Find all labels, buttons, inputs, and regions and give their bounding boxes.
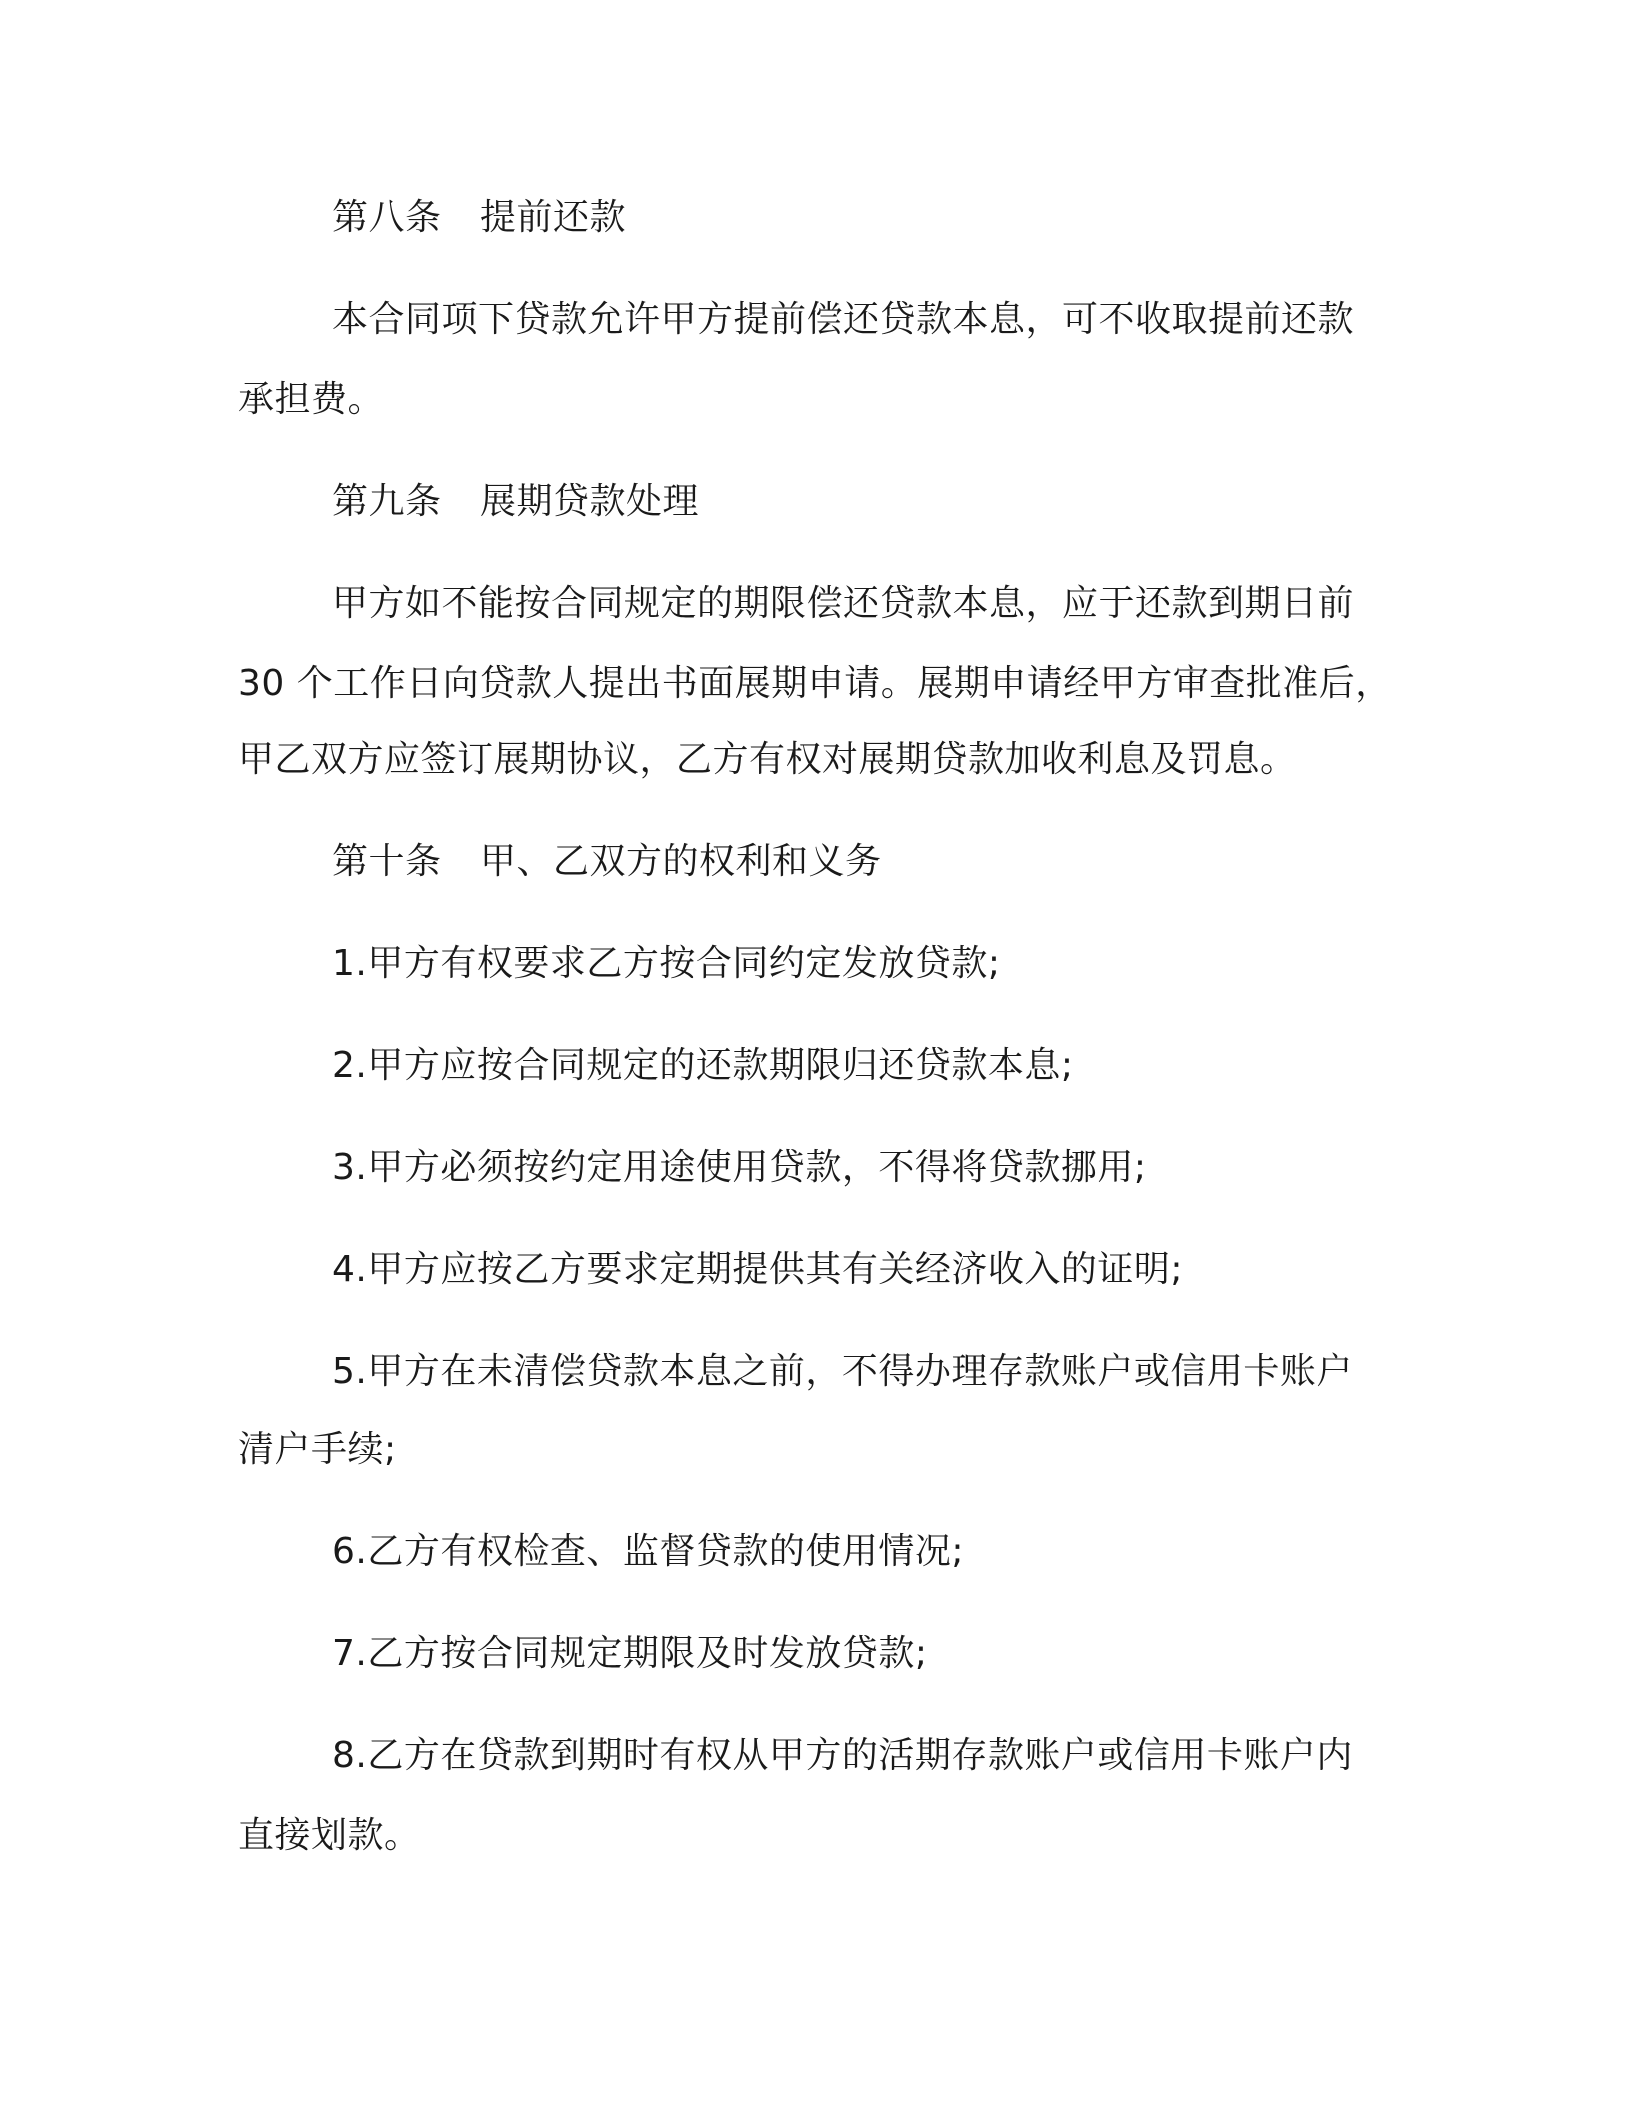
article-9-heading [332, 462, 699, 542]
article-10-heading [332, 822, 882, 902]
article-10-item-2: 2.甲方应按合同规定的还款期限归还贷款本息; [332, 1045, 1074, 1086]
article-9-body-line1: 甲方如不能按合同规定的期限偿还贷款本息，应于还款到期日前 [332, 583, 1355, 624]
article-10-item-6: 6.乙方有权检查、监督贷款的使用情况; [332, 1531, 964, 1572]
article-10-item-5-line1: 5.甲方在未清偿贷款本息之前，不得办理存款账户或信用卡账户 [332, 1351, 1353, 1392]
article-8-title: 提前还款 [480, 197, 627, 238]
article-10-item-7: 7.乙方按合同规定期限及时发放贷款; [332, 1633, 928, 1674]
article-9-number: 第九条 [332, 481, 442, 522]
article-8-body-line2: 承担费。 [238, 379, 385, 420]
article-10-item-8-line1: 8.乙方在贷款到期时有权从甲方的活期存款账户或信用卡账户内 [332, 1735, 1353, 1776]
article-8-heading [332, 178, 626, 258]
article-9-body-line3: 甲乙双方应签订展期协议，乙方有权对展期贷款加收利息及罚息。 [238, 739, 1297, 780]
article-8-body-line1: 本合同项下贷款允许甲方提前偿还贷款本息，可不收取提前还款 [332, 299, 1355, 340]
article-10-item-3: 3.甲方必须按约定用途使用贷款，不得将贷款挪用; [332, 1147, 1147, 1188]
article-10-item-5-line2: 清户手续; [238, 1429, 397, 1470]
article-10-number: 第十条 [332, 841, 442, 882]
article-9-title: 展期贷款处理 [480, 481, 700, 522]
article-9-body-line2: 30 个工作日向贷款人提出书面展期申请。展期申请经甲方审查批准后， [238, 663, 1392, 704]
article-10-title: 甲、乙双方的权利和义务 [480, 841, 882, 882]
article-10-item-8-line2: 直接划款。 [238, 1815, 421, 1856]
article-10-item-4: 4.甲方应按乙方要求定期提供其有关经济收入的证明; [332, 1249, 1183, 1290]
article-8-number: 第八条 [332, 197, 442, 238]
article-10-item-1: 1.甲方有权要求乙方按合同约定发放贷款; [332, 943, 1001, 984]
